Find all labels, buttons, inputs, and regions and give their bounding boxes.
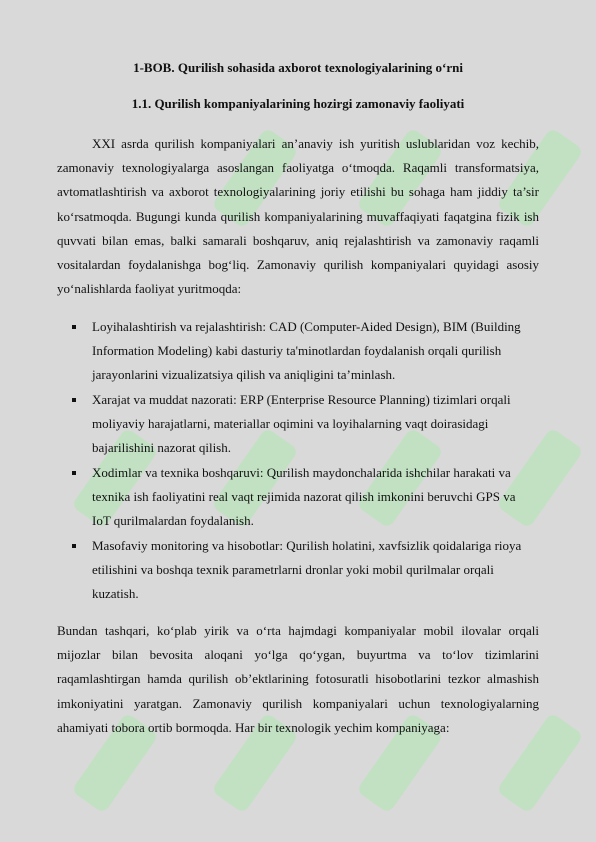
list-item (57, 388, 539, 461)
list-item (57, 315, 539, 388)
bullet-marker (72, 398, 76, 402)
list-item-text: Masofaviy monitoring va hisobotlar: Qurilish holatini, xavfsizlik qoidalariga rioya etilishini va boshqa texnik parametrlarni dronlar yoki mobil qurilmalar orqali kuzatish. (92, 538, 522, 602)
chapter-title: 1-BOB. Qurilish sohasida axborot texnologiyalarining o‘rni (133, 60, 463, 75)
closing-paragraph: Bundan tashqari, ko‘plab yirik va o‘rta hajmdagi kompaniyalar mobil ilovalar orqali mijozlar bilan bevosita aloqani yo‘lga qo‘ygan, buyurtma va to‘lov tizimlarini raqamlashtirgan hamda qurilish ob’ektlarining fotosuratli hisobotlarini tezkor almashish imkoniyatini yaratgan. Zamonaviy qurilish kompaniyalari uchun texnologiyalarning ahamiyati tobora ortib bormoqda. Har bir texnologik yechim kompaniyaga: (57, 623, 539, 735)
intro-paragraph: XXI asrda qurilish kompaniyalari an’anaviy ish yuritish uslublaridan voz kechib, zamonaviy texnologiyalarga asoslangan faoliyatga o‘tmoqda. Raqamli transformatsiya, avtomatlashtirish va axborot texnologiyalarining joriy etilishi bu sohaga ham jiddiy ta’sir ko‘rsatmoqda. Bugungi kunda qurilish kompaniyalarining muvaffaqiyati faqatgina fizik ish quvvati bilan emas, balki samarali boshqaruv, aniq rejalashtirish va zamonaviy raqamli vositalardan foydalanishga bog‘liq. Zamonaviy qurilish kompaniyalari quyidagi asosiy yo‘nalishlarda faoliyat yuritmoqda: (57, 136, 539, 297)
bullet-marker (72, 471, 76, 475)
list-item-text: Xodimlar va texnika boshqaruvi: Qurilish maydonchalarida ishchilar harakati va texnika ish faoliyatini real vaqt rejimida nazorat qilish imkonini beruvchi GPS va IoT qurilmalardan foydalanish. (92, 465, 516, 529)
list-item-text: Xarajat va muddat nazorati: ERP (Enterprise Resource Planning) tizimlari orqali moliyaviy harajatlarni, materiallar oqimini va loyihalarning vaqt doirasidagi bajarilishini nazorat qilish. (92, 392, 511, 456)
list-item (57, 534, 539, 607)
section-title: 1.1. Qurilish kompaniyalarining hozirgi zamonaviy faoliyati (131, 96, 465, 111)
list-item (57, 461, 539, 534)
list-item-text: Loyihalashtirish va rejalashtirish: CAD (Computer-Aided Design), BIM (Building Information Modeling) kabi dasturiy ta'minotlardan foydalanish orqali qurilish jarayonlarini vizualizatsiya qilish va aniqligini ta’minlash. (92, 319, 521, 383)
bullet-marker (72, 325, 76, 329)
bullet-marker (72, 544, 76, 548)
